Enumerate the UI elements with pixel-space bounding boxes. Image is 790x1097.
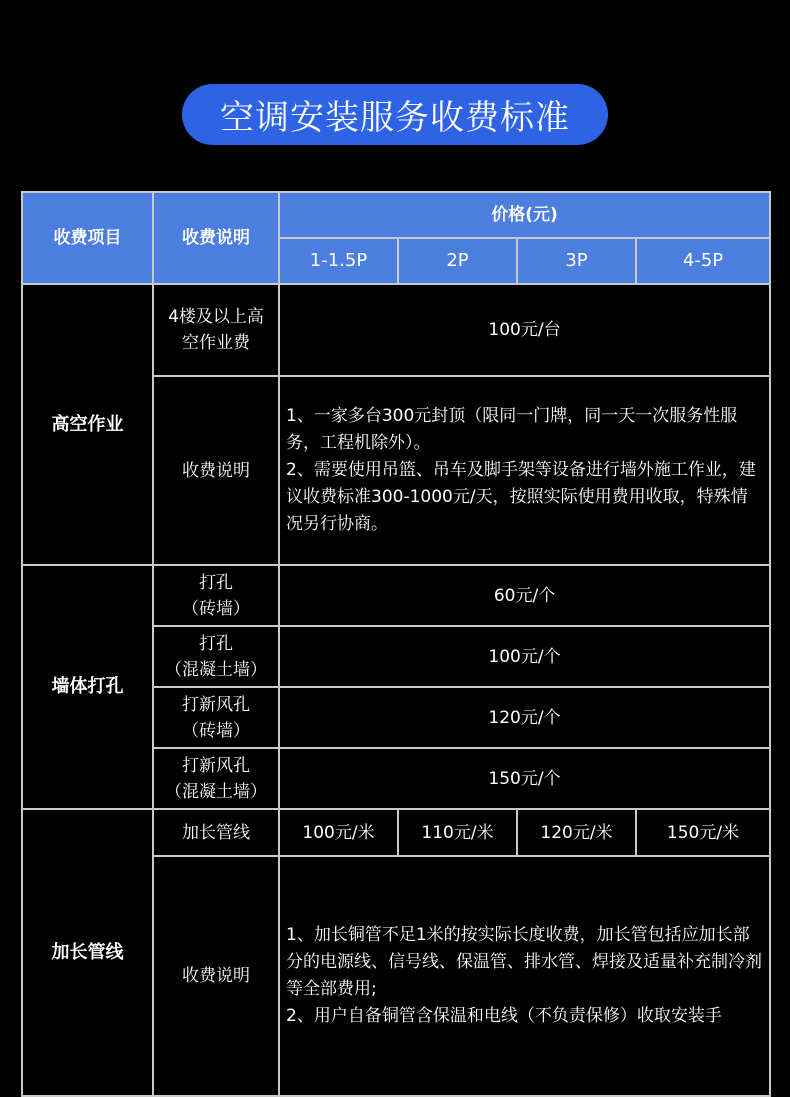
drill-price: 120元/个 bbox=[279, 687, 770, 748]
drill-desc: 打孔 （混凝土墙） bbox=[153, 626, 279, 687]
category-wall-drilling: 墙体打孔 bbox=[22, 565, 153, 809]
high-altitude-fee-price: 100元/台 bbox=[279, 284, 770, 376]
extension-note bbox=[279, 856, 770, 1096]
high-altitude-note bbox=[279, 376, 770, 565]
header-size: 4-5P bbox=[636, 238, 770, 284]
extension-note-label: 收费说明 bbox=[153, 856, 279, 1096]
high-altitude-note-label: 收费说明 bbox=[153, 376, 279, 565]
header-size: 2P bbox=[398, 238, 517, 284]
category-extension: 加长管线 bbox=[22, 809, 153, 1096]
extension-price: 100元/米 bbox=[279, 809, 398, 856]
header-item: 收费项目 bbox=[22, 192, 153, 284]
extension-price: 110元/米 bbox=[398, 809, 517, 856]
drill-price: 100元/个 bbox=[279, 626, 770, 687]
note-line: 1、加长铜管不足1米的按实际长度收费，加长管包括应加长部分的电源线、信号线、保温管、排水管、焊接及适量补充制冷剂等全部费用; bbox=[286, 925, 762, 999]
drill-desc: 打孔 （砖墙） bbox=[153, 565, 279, 626]
drill-price: 150元/个 bbox=[279, 748, 770, 809]
drill-desc: 打新风孔 （混凝土墙） bbox=[153, 748, 279, 809]
page-title: 空调安装服务收费标准 bbox=[182, 84, 608, 145]
note-line: 2、需要使用吊篮、吊车及脚手架等设备进行墙外施工作业，建议收费标准300-1000元/天，按照实际使用费用收取，特殊情况另行协商。 bbox=[286, 460, 756, 534]
extension-label: 加长管线 bbox=[153, 809, 279, 856]
header-size: 3P bbox=[517, 238, 636, 284]
note-line: 1、一家多台300元封顶（限同一门牌，同一天一次服务性服务，工程机除外）。 bbox=[286, 406, 738, 453]
extension-price: 120元/米 bbox=[517, 809, 636, 856]
high-altitude-fee-desc: 4楼及以上高空作业费 bbox=[153, 284, 279, 376]
header-desc: 收费说明 bbox=[153, 192, 279, 284]
header-price: 价格(元) bbox=[279, 192, 770, 238]
extension-price: 150元/米 bbox=[636, 809, 770, 856]
fee-table bbox=[21, 191, 771, 1097]
drill-price: 60元/个 bbox=[279, 565, 770, 626]
drill-desc: 打新风孔 （砖墙） bbox=[153, 687, 279, 748]
header-size: 1-1.5P bbox=[279, 238, 398, 284]
category-high-altitude: 高空作业 bbox=[22, 284, 153, 565]
note-line: 2、用户自备铜管含保温和电线（不负责保修）收取安装手 bbox=[286, 1006, 722, 1026]
